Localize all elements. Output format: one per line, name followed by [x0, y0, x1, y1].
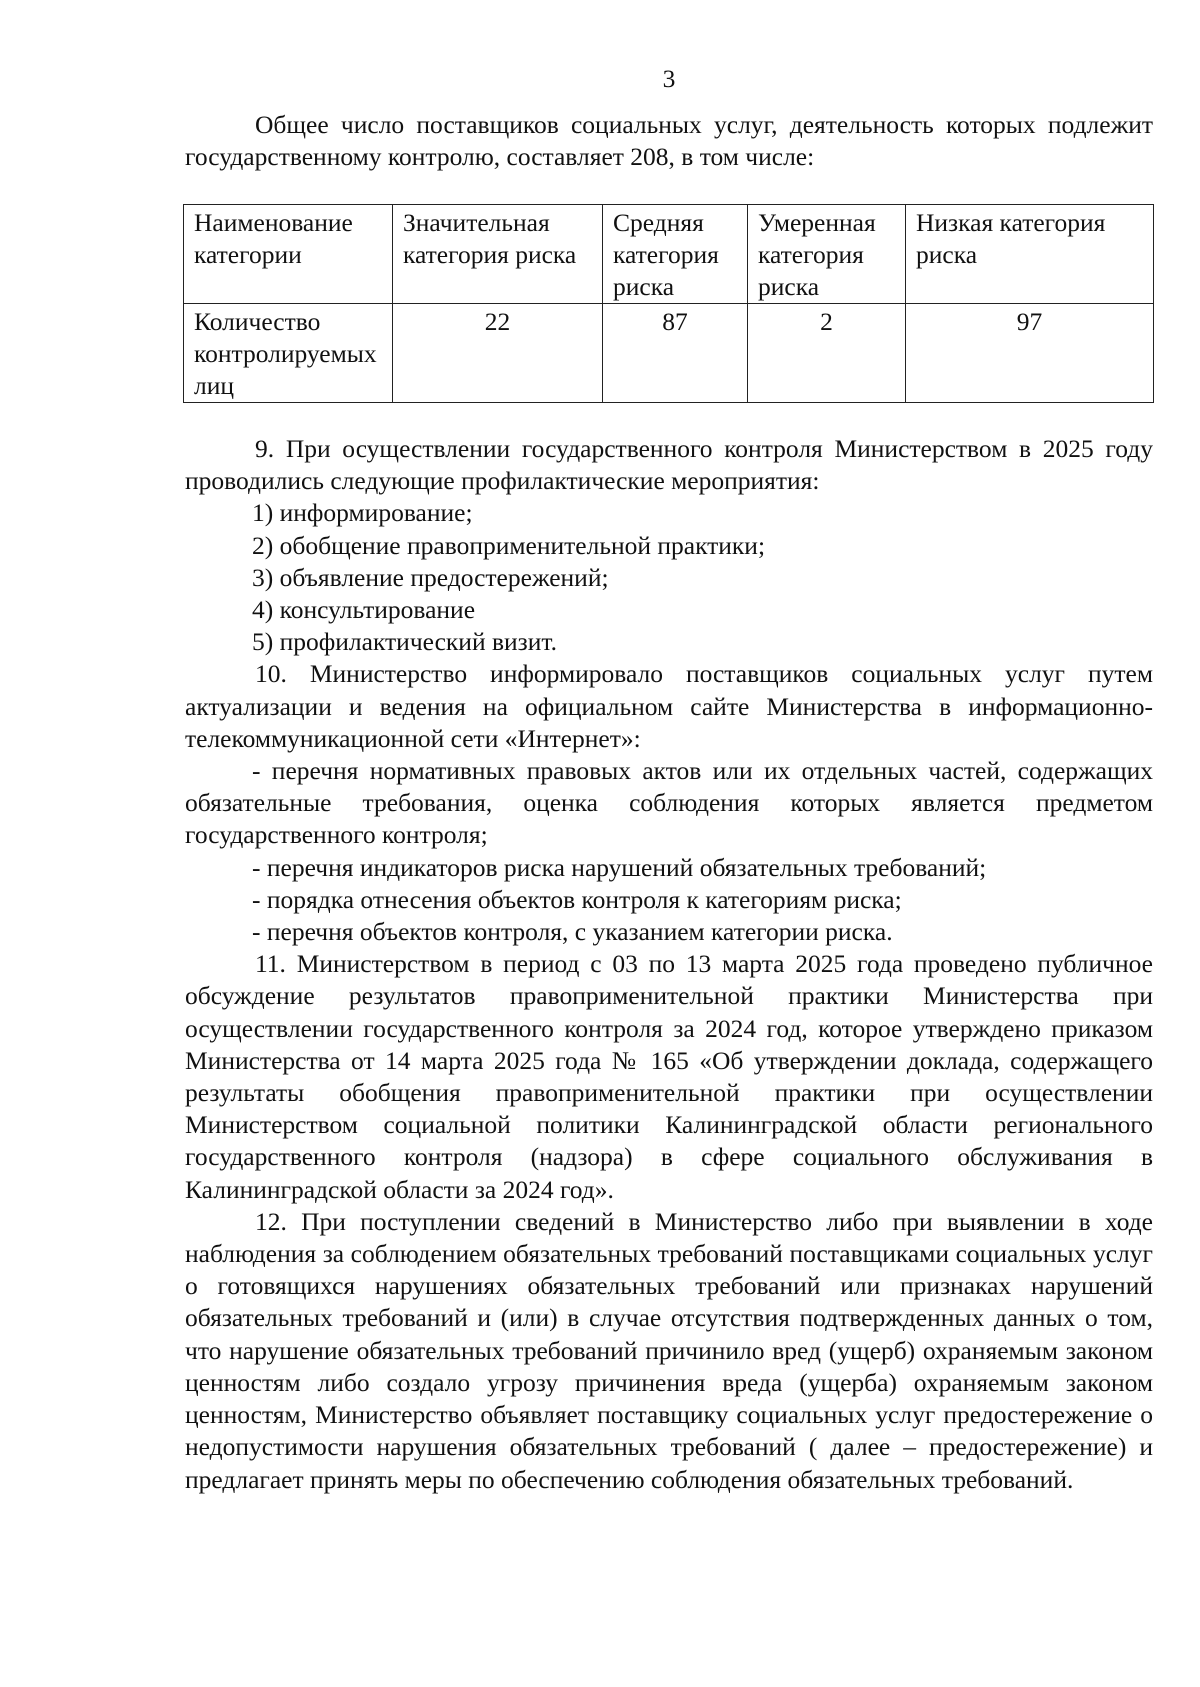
section-10-item: - порядка отнесения объектов контроля к категориям риска;	[252, 884, 902, 914]
table-header-cell: Низкая категория риска	[906, 205, 1154, 304]
section-10-item: - перечня нормативных правовых актов или их отдельных частей, содержащих обязательные требования, оценка соблюдения которых является предметом государственного контроля;	[185, 756, 1153, 850]
table-cell-low: 97	[906, 304, 1154, 403]
intro-block	[185, 109, 1153, 173]
table-row-label: Количество контролируемых лиц	[184, 304, 393, 403]
table-header-cell: Умеренная категория риска	[748, 205, 906, 304]
body-text	[185, 433, 1153, 1496]
section-9-item: 3) объявление предостережений;	[252, 562, 609, 592]
section-9-item: 2) обобщение правоприменительной практики;	[252, 530, 766, 560]
section-9-item: 4) консультирование	[252, 595, 476, 625]
table-header-row	[184, 205, 1154, 304]
risk-category-table	[183, 204, 1154, 403]
table-cell-moderate: 2	[748, 304, 906, 403]
intro-paragraph: Общее число поставщиков социальных услуг, деятельность которых подлежит государственному контролю, составляет 208, в том числе:	[185, 110, 1153, 172]
table-cell-medium: 87	[603, 304, 748, 403]
section-12-paragraph: 12. При поступлении сведений в Министерство либо при выявлении в ходе наблюдения за соблюдением обязательных требований поставщиками социальных услуг о готовящихся нарушениях обязательных требований или признаках нарушений обязательных требований и (или) в случае отсутствия подтвержденных данных о том, что нарушение обязательных требований причинило вред (ущерб) охраняемым законом ценностям либо создало угрозу причинения вреда (ущерба) охраняемым законом ценностям, Министерство объявляет поставщику социальных услуг предостережение о недопустимости нарушения обязательных требований ( далее – предостережение) и предлагает принять меры по обеспечению соблюдения обязательных требований.	[185, 1206, 1153, 1494]
section-9-paragraph: 9. При осуществлении государственного контроля Министерством в 2025 году проводились следующие профилактические мероприятия:	[185, 434, 1153, 496]
page-number: 3	[662, 64, 676, 93]
table-row	[184, 304, 1154, 403]
section-9-item: 1) информирование;	[252, 498, 473, 528]
table-cell-significant: 22	[393, 304, 603, 403]
section-10-item: - перечня индикаторов риска нарушений обязательных требований;	[252, 852, 987, 882]
section-11-paragraph: 11. Министерством в период с 03 по 13 марта 2025 года проведено публичное обсуждение результатов правоприменительной практики Министерства при осуществлении государственного контроля за 2024 год, которое утверждено приказом Министерства от 14 марта 2025 года № 165 «Об утверждении доклада, содержащего результаты обобщения правоприменительной практики при осуществлении Министерством социальной политики Калининградской области регионального государственного контроля (надзора) в сфере социального обслуживания в Калининградской области за 2024 год».	[185, 949, 1153, 1204]
table-header-cell: Средняя категория риска	[603, 205, 748, 304]
table-header-cell: Значительная категория риска	[393, 205, 603, 304]
section-10-paragraph: 10. Министерство информировало поставщиков социальных услуг путем актуализации и ведения на официальном сайте Министерства в информационно-телекоммуникационной сети «Интернет»:	[185, 659, 1153, 753]
section-10-item: - перечня объектов контроля, с указанием категории риска.	[252, 917, 893, 947]
section-9-item: 5) профилактический визит.	[252, 627, 557, 657]
table-header-cell: Наименование категории	[184, 205, 393, 304]
